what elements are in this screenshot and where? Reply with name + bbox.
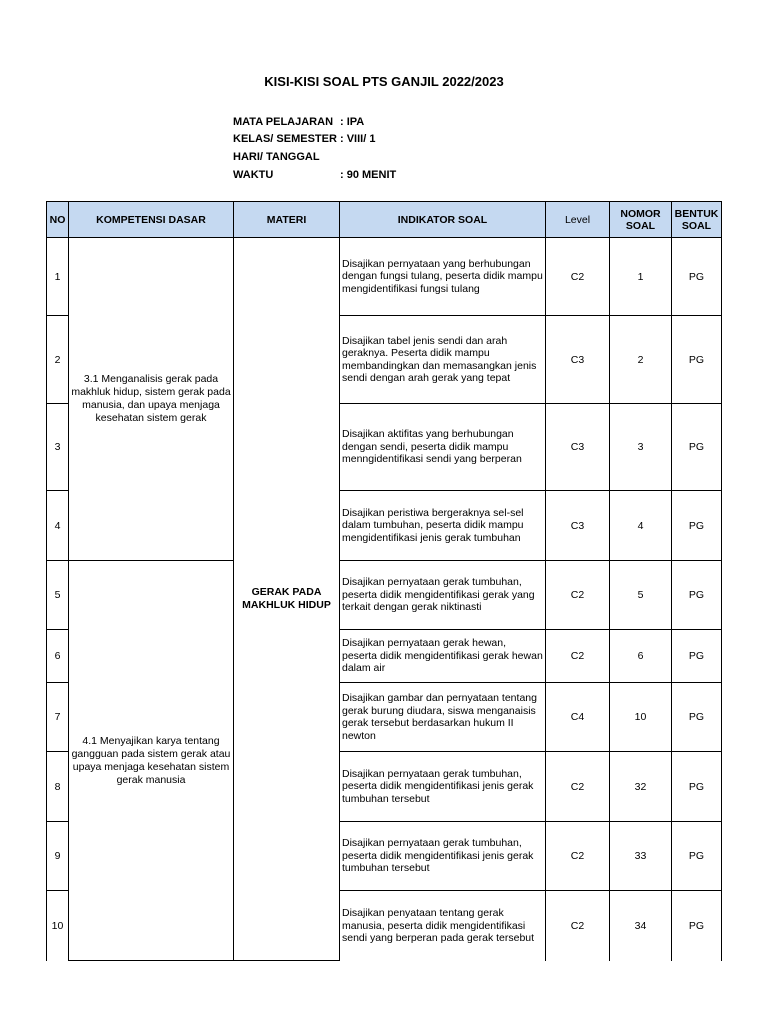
indikator-cell: Disajikan gambar dan pernyataan tentang gerak burung diudara, siswa menganaisis gerak tersebut berdasarkan hukum II newton (340, 683, 546, 752)
table-row (47, 238, 722, 316)
nomor-soal-cell: 1 (610, 238, 672, 316)
indikator-cell: Disajikan penyataan tentang gerak manusia, peserta didik mengidentifikasi sendi yang berperan pada gerak tersebut (340, 891, 546, 961)
meta-label: KELAS/ SEMESTER (233, 133, 337, 145)
header-bentuk-soal: BENTUK SOAL (672, 202, 722, 238)
level-cell: C2 (546, 561, 610, 630)
header-materi: MATERI (234, 202, 340, 238)
kisi-table (46, 201, 722, 961)
row-number: 3 (47, 404, 69, 491)
row-number: 7 (47, 683, 69, 752)
nomor-soal-cell: 2 (610, 316, 672, 404)
kompetensi-dasar-cell: 3.1 Menganalisis gerak pada makhluk hidup, sistem gerak pada manusia, dan upaya menjaga kesehatan sistem gerak (69, 238, 234, 561)
indikator-cell: Disajikan tabel jenis sendi dan arah geraknya. Peserta didik mampu membandingkan dan memasangkan jenis sendi dengan arah gerak yang tepat (340, 316, 546, 404)
nomor-soal-cell: 32 (610, 752, 672, 822)
nomor-soal-cell: 6 (610, 630, 672, 683)
header-indikator: INDIKATOR SOAL (340, 202, 546, 238)
level-cell: C2 (546, 822, 610, 891)
indikator-cell: Disajikan peristiwa bergeraknya sel-sel dalam tumbuhan, peserta didik mampu mengidentifikasi jenis gerak tumbuhan (340, 491, 546, 561)
row-number: 9 (47, 822, 69, 891)
header-nomor-soal: NOMOR SOAL (610, 202, 672, 238)
table-row (47, 561, 722, 630)
row-number: 10 (47, 891, 69, 961)
nomor-soal-cell: 4 (610, 491, 672, 561)
indikator-cell: Disajikan pernyataan gerak tumbuhan, peserta didik mengidentifikasi jenis gerak tumbuhan tersebut (340, 822, 546, 891)
nomor-soal-cell: 3 (610, 404, 672, 491)
bentuk-soal-cell: PG (672, 404, 722, 491)
header-level: Level (546, 202, 610, 238)
meta-value: : VIII/ 1 (340, 133, 376, 145)
row-number: 5 (47, 561, 69, 630)
nomor-soal-cell: 10 (610, 683, 672, 752)
indikator-cell: Disajikan pernyataan yang berhubungan dengan fungsi tulang, peserta didik mampu mengidentifikasi fungsi tulang (340, 238, 546, 316)
level-cell: C3 (546, 316, 610, 404)
row-number: 8 (47, 752, 69, 822)
bentuk-soal-cell: PG (672, 238, 722, 316)
meta-label: MATA PELAJARAN (233, 116, 334, 128)
bentuk-soal-cell: PG (672, 561, 722, 630)
level-cell: C2 (546, 630, 610, 683)
nomor-soal-cell: 33 (610, 822, 672, 891)
bentuk-soal-cell: PG (672, 630, 722, 683)
header-kompetensi-dasar: KOMPETENSI DASAR (69, 202, 234, 238)
meta-label: WAKTU (233, 169, 274, 181)
table-header-row (47, 202, 722, 238)
materi-cell: GERAK PADA MAKHLUK HIDUP (234, 238, 340, 961)
bentuk-soal-cell: PG (672, 316, 722, 404)
meta-value: : 90 MENIT (340, 169, 397, 181)
bentuk-soal-cell: PG (672, 491, 722, 561)
level-cell: C2 (546, 752, 610, 822)
level-cell: C3 (546, 491, 610, 561)
row-number: 6 (47, 630, 69, 683)
kompetensi-dasar-cell: 4.1 Menyajikan karya tentang gangguan pada sistem gerak atau upaya menjaga kesehatan sistem gerak manusia (69, 561, 234, 961)
meta-label: HARI/ TANGGAL (233, 151, 320, 163)
level-cell: C3 (546, 404, 610, 491)
bentuk-soal-cell: PG (672, 752, 722, 822)
bentuk-soal-cell: PG (672, 891, 722, 961)
nomor-soal-cell: 5 (610, 561, 672, 630)
indikator-cell: Disajikan pernyataan gerak tumbuhan, peserta didik mengidentifikasi jenis gerak tumbuhan tersebut (340, 752, 546, 822)
indikator-cell: Disajikan aktifitas yang berhubungan dengan sendi, peserta didik mampu menngidentifikasi sendi yang berperan (340, 404, 546, 491)
indikator-cell: Disajikan pernyataan gerak tumbuhan, peserta didik mengidentifikasi gerak yang terkait dengan gerak niktinasti (340, 561, 546, 630)
bentuk-soal-cell: PG (672, 683, 722, 752)
level-cell: C2 (546, 891, 610, 961)
meta-value: : IPA (340, 116, 365, 128)
row-number: 2 (47, 316, 69, 404)
row-number: 4 (47, 491, 69, 561)
nomor-soal-cell: 34 (610, 891, 672, 961)
level-cell: C4 (546, 683, 610, 752)
level-cell: C2 (546, 238, 610, 316)
bentuk-soal-cell: PG (672, 822, 722, 891)
document-title: KISI-KISI SOAL PTS GANJIL 2022/2023 (264, 74, 504, 89)
indikator-cell: Disajikan pernyataan gerak hewan, peserta didik mengidentifikasi gerak hewan dalam air (340, 630, 546, 683)
header-no: NO (47, 202, 69, 238)
row-number: 1 (47, 238, 69, 316)
